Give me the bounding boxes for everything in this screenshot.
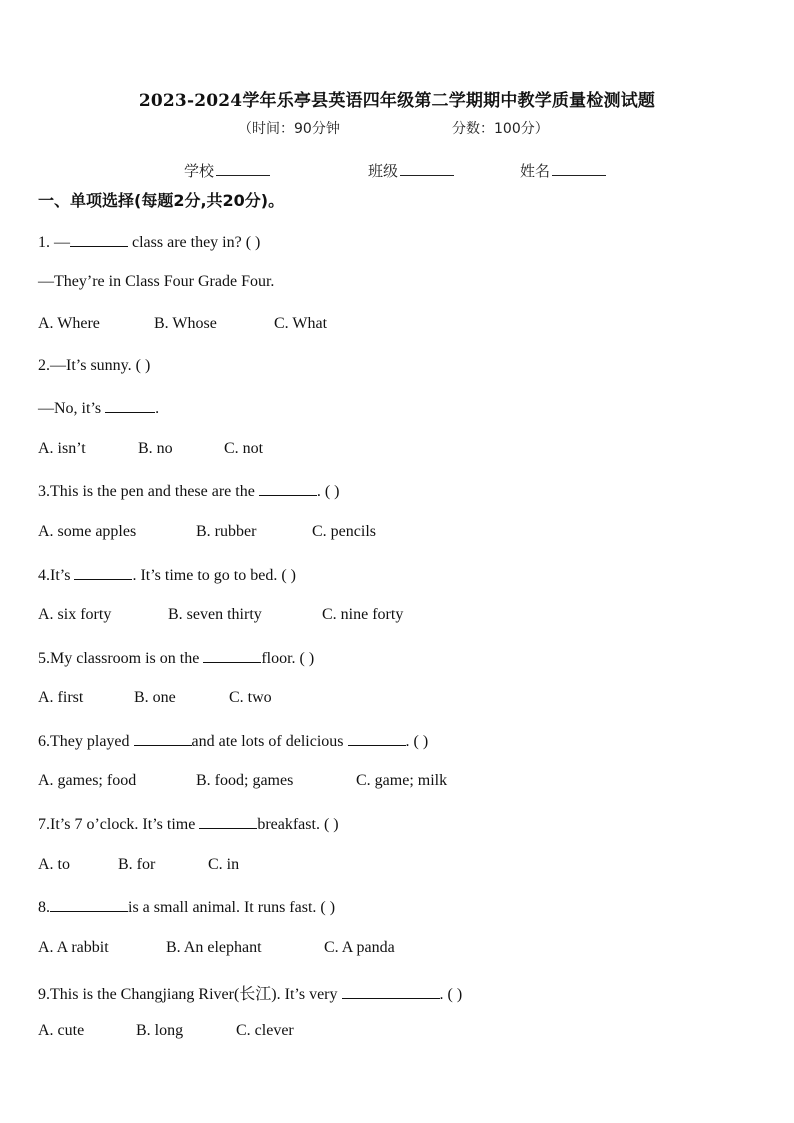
question-2-stem: 2.—It’s sunny. ( ) <box>38 357 151 374</box>
question-8-options <box>38 939 395 957</box>
question-6-stem: 6.They played and ate lots of delicious . ( ) <box>38 733 429 750</box>
option-a[interactable]: A. some apples <box>38 523 137 540</box>
school-label: 学校 <box>184 162 215 180</box>
option-b[interactable]: B. one <box>134 689 176 706</box>
option-b[interactable]: B. for <box>118 856 156 873</box>
option-c[interactable]: C. in <box>208 856 240 873</box>
option-a[interactable]: A. Where <box>38 315 100 332</box>
option-a[interactable]: A. games; food <box>38 772 137 789</box>
class-label: 班级 <box>368 162 399 180</box>
class-blank[interactable] <box>400 161 454 176</box>
question-2-reply: —No, it’s . <box>38 400 160 417</box>
section-title: 一、单项选择(每题2分,共20分)。 <box>38 191 285 210</box>
class-field[interactable] <box>368 160 454 181</box>
answer-blank[interactable] <box>342 984 440 999</box>
question-5-stem: 5.My classroom is on the floor. ( ) <box>38 650 315 667</box>
question-4-options <box>38 606 403 624</box>
question-3-stem: 3.This is the pen and these are the . ( ) <box>38 483 340 500</box>
school-field[interactable] <box>184 160 270 181</box>
name-label: 姓名 <box>520 162 551 180</box>
answer-blank[interactable] <box>70 232 128 247</box>
answer-blank[interactable] <box>134 731 192 746</box>
option-b[interactable]: B. seven thirty <box>168 606 262 623</box>
option-c[interactable]: C. two <box>229 689 272 706</box>
exam-score: 分数：100分） <box>452 121 549 137</box>
option-c[interactable]: C. nine forty <box>322 606 404 623</box>
question-6-options <box>38 772 447 790</box>
answer-blank[interactable] <box>105 398 155 413</box>
question-7-options <box>38 856 239 874</box>
question-9-stem: 9.This is the Changjiang River(长江). It’s very . ( ) <box>38 986 463 1003</box>
school-blank[interactable] <box>216 161 270 176</box>
option-a[interactable]: A. six forty <box>38 606 112 623</box>
option-a[interactable]: A. to <box>38 856 70 873</box>
option-a[interactable]: A. isn’t <box>38 440 86 457</box>
option-c[interactable]: C. game; milk <box>356 772 448 789</box>
answer-blank[interactable] <box>259 481 317 496</box>
option-b[interactable]: B. long <box>136 1022 184 1039</box>
name-blank[interactable] <box>552 161 606 176</box>
option-a[interactable]: A. A rabbit <box>38 939 109 956</box>
option-b[interactable]: B. rubber <box>196 523 257 540</box>
answer-blank[interactable] <box>203 648 261 663</box>
question-2-options <box>38 440 263 458</box>
question-4-stem: 4.It’s . It’s time to go to bed. ( ) <box>38 567 296 584</box>
answer-blank[interactable] <box>50 897 128 912</box>
option-b[interactable]: B. no <box>138 440 173 457</box>
name-field[interactable] <box>520 160 606 181</box>
question-9-options <box>38 1022 294 1040</box>
option-a[interactable]: A. first <box>38 689 84 706</box>
option-b[interactable]: B. An elephant <box>166 939 262 956</box>
option-c[interactable]: C. clever <box>236 1022 294 1039</box>
option-c[interactable]: C. pencils <box>312 523 376 540</box>
question-1-options <box>38 315 327 333</box>
option-b[interactable]: B. Whose <box>154 315 217 332</box>
option-c[interactable]: C. What <box>274 315 328 332</box>
question-7-stem: 7.It’s 7 o’clock. It’s time breakfast. ( ) <box>38 816 339 833</box>
answer-blank[interactable] <box>74 565 132 580</box>
option-b[interactable]: B. food; games <box>196 772 294 789</box>
exam-time: （时间：90分钟 <box>238 121 340 137</box>
answer-blank[interactable] <box>348 731 406 746</box>
option-a[interactable]: A. cute <box>38 1022 85 1039</box>
question-3-options <box>38 523 376 541</box>
question-8-stem: 8. is a small animal. It runs fast. ( ) <box>38 899 336 916</box>
question-1-reply: —They’re in Class Four Grade Four. <box>38 273 275 290</box>
page-title: 2023-2024学年乐亭县英语四年级第二学期期中教学质量检测试题 <box>138 91 656 111</box>
question-1-stem: 1. — class are they in? ( ) <box>38 234 261 251</box>
option-c[interactable]: C. A panda <box>324 939 395 956</box>
question-5-options <box>38 689 272 707</box>
answer-blank[interactable] <box>199 814 257 829</box>
option-c[interactable]: C. not <box>224 440 264 457</box>
